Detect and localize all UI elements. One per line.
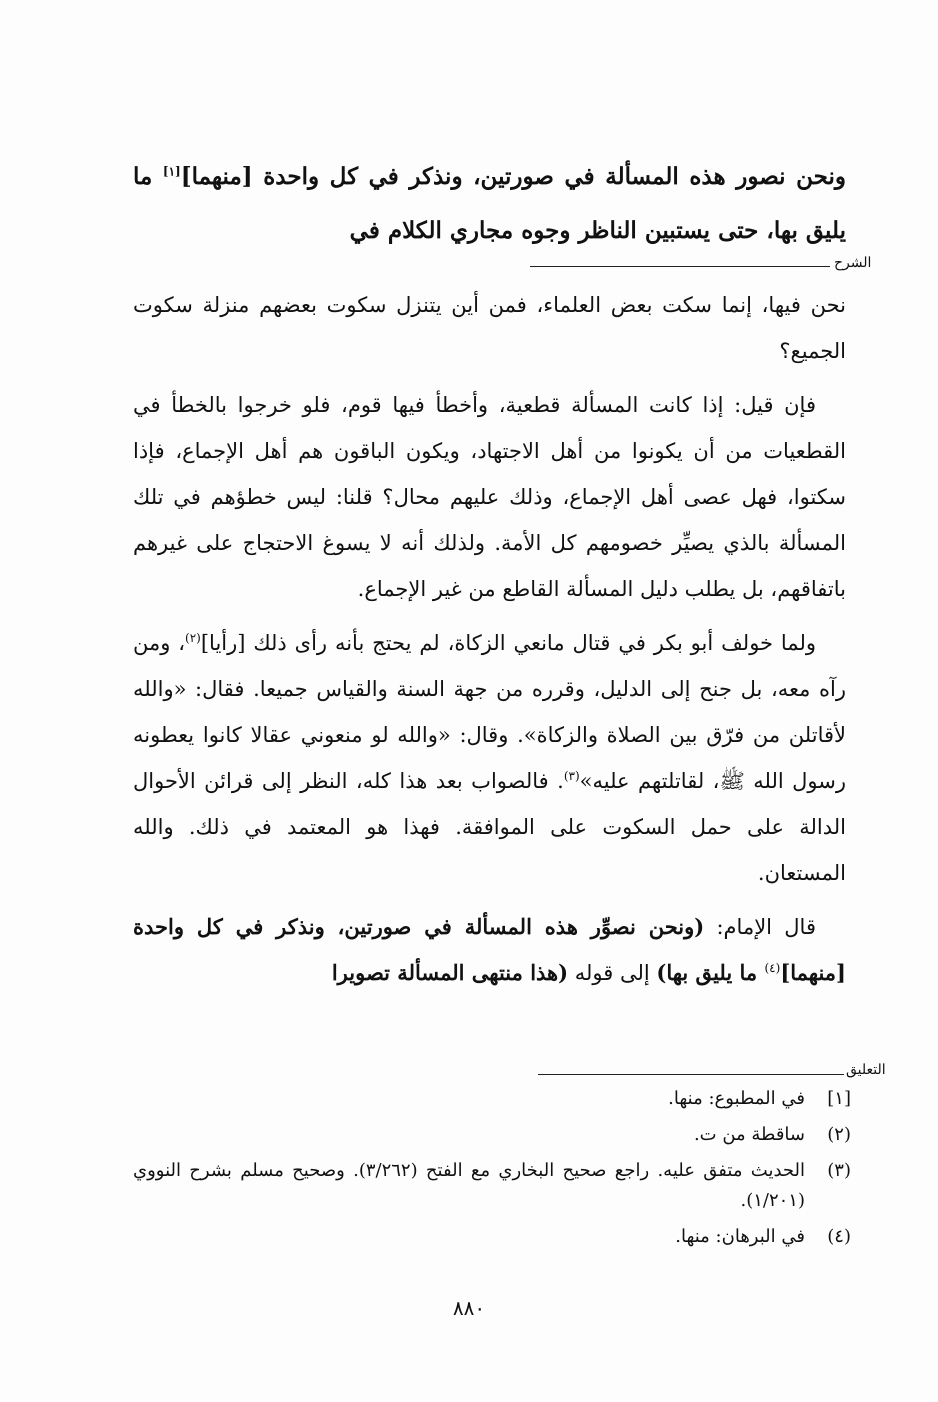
commentary-paragraph-3: [133, 620, 846, 896]
notes-divider: [538, 1074, 844, 1075]
quoted-text-1: (ونحن نصوِّر هذه المسألة في صورتين، ونذكر في كل واحدة [منهما]: [133, 914, 846, 985]
footnote: [133, 1222, 851, 1252]
footnote-text: في المطبوع: منها.: [668, 1088, 805, 1109]
commentary: [133, 282, 846, 996]
notes-label: التعليق: [846, 1062, 886, 1078]
main-text: [133, 150, 846, 258]
footnote-text: الحديث متفق عليه. راجع صحيح البخاري مع الفتح (٣/٢٦٢). وصحيح مسلم بشرح النووي (١/٢٠١).: [133, 1160, 806, 1211]
commentary-paragraph-1: نحن فيها، إنما سكت بعض العلماء، فمن أين يتنزل سكوت بعضهم منزلة سكوت الجميع؟: [133, 293, 846, 363]
quoted-text-2: (هذا منتهى المسألة تصويرا: [331, 960, 569, 985]
footnote-number: (٣): [827, 1160, 851, 1181]
commentary-paragraph-4: [133, 904, 846, 996]
footnote-ref-1[interactable]: [١]: [162, 164, 181, 179]
footnote: [133, 1156, 851, 1216]
main-text-body: ونحن نصور هذه المسألة في صورتين، ونذكر في كل واحدة [منهما]: [180, 163, 846, 190]
footnote-text: ساقطة من ت.: [693, 1124, 805, 1145]
sharh-label: الشرح: [834, 255, 872, 271]
sharh-divider: [530, 266, 830, 267]
footnote: [133, 1084, 851, 1114]
footnote: [133, 1120, 851, 1150]
paragraph-3-part-c: . فالصواب بعد هذا كله، النظر إلى قرائن الأحوال الدالة على حمل السكوت على الموافقة. فهذا هو المعتمد في ذلك. والله المستعان.: [133, 769, 846, 885]
paragraph-4-intro: قال الإمام:: [704, 915, 816, 939]
page-number: ٨٨٠: [452, 1296, 486, 1320]
footnote-number: (٢): [827, 1124, 851, 1145]
main-text-end: ما يليق بها، حتى يستبين الناظر وجوه مجاري الكلام في: [133, 163, 846, 244]
footnotes: [133, 1084, 851, 1258]
footnote-ref-4[interactable]: (٤): [764, 961, 781, 975]
footnote-number: (٤): [827, 1226, 851, 1247]
paragraph-4-link: إلى قوله: [568, 961, 657, 985]
footnote-number: [١]: [827, 1088, 851, 1109]
paragraph-3-part-a: ولما خولف أبو بكر في قتال مانعي الزكاة، لم يحتج بأنه رأى ذلك [رأيا]: [200, 631, 816, 655]
quoted-text-1-end: ما يليق بها): [656, 960, 765, 985]
commentary-paragraph-2: فإن قيل: إذا كانت المسألة قطعية، وأخطأ فيها قوم، فلو خرجوا بالخطأ في القطعيات من أن يكونوا من أهل الاجتهاد، ويكون الباقون هم أهل الإجماع، فإذا سكتوا، فهل عصى أهل الإجماع، وذلك عليهم محال؟ قلنا: ليس خطؤهم في تلك المسألة بالذي يصيِّر خصومهم كل الأمة. ولذلك أنه لا يسوغ الاحتجاج على غيرهم باتفاقهم، بل يطلب دليل المسألة القاطع من غير الإجماع.: [133, 393, 846, 601]
footnote-ref-2[interactable]: (٢): [185, 631, 201, 645]
footnote-text: في البرهان: منها.: [675, 1226, 805, 1247]
paragraph-3-part-b: ، ومن رآه معه، بل جنح إلى الدليل، وقرره من جهة السنة والقياس جميعا. فقال: «والله لأقاتلن من فرّق بين الصلاة والزكاة». وقال: «والله لو منعوني عقالا كانوا يعطونه رسول الله ﷺ، لقاتلتهم عليه»: [133, 631, 846, 793]
footnote-ref-3[interactable]: (٣): [563, 769, 580, 783]
